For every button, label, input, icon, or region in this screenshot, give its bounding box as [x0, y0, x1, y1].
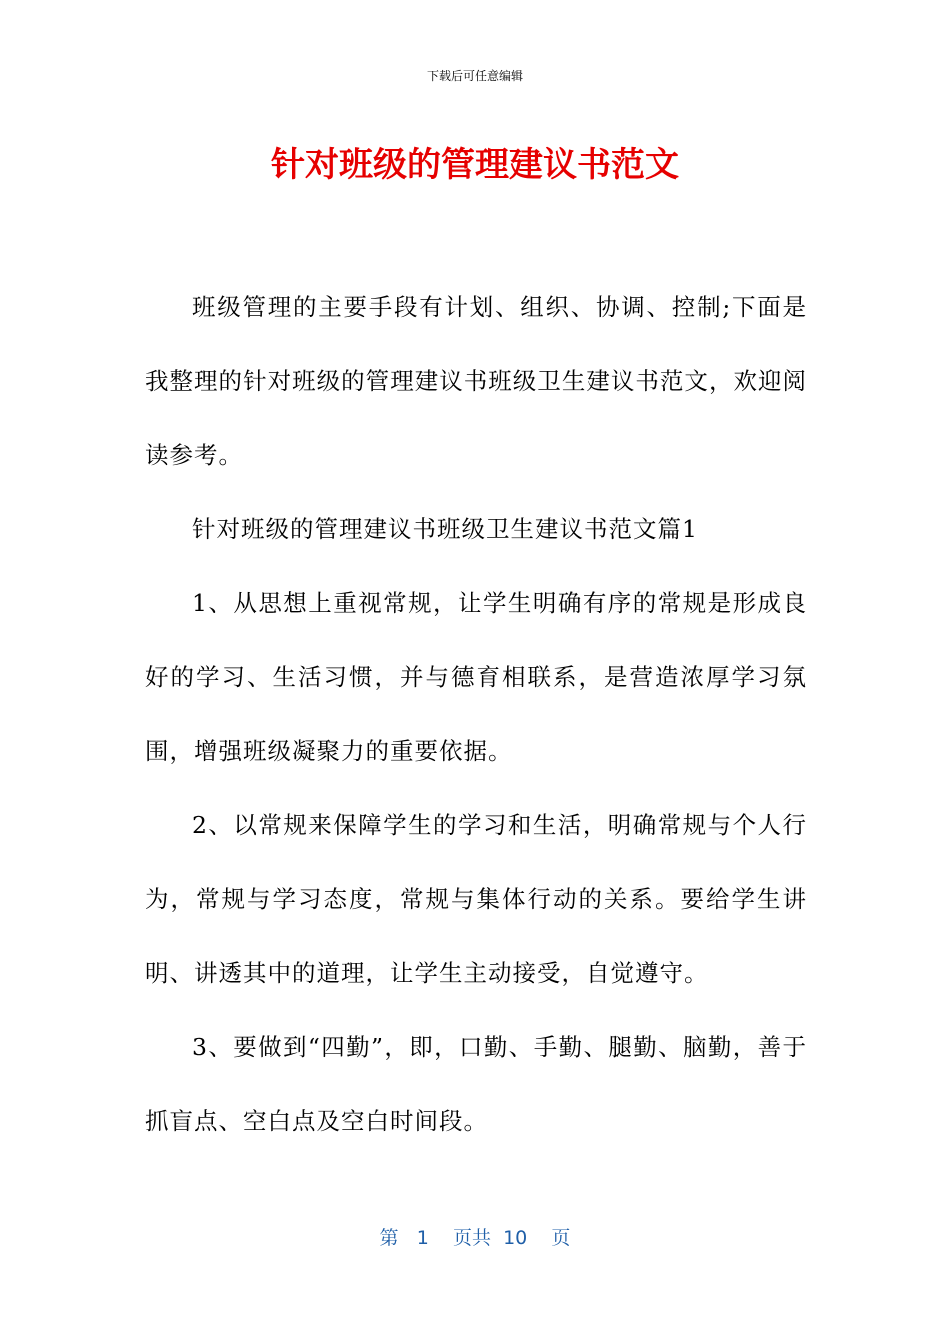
paragraph-item-1: 1、从思想上重视常规，让学生明确有序的常规是形成良好的学习、生活习惯，并与德育相联系，是营造浓厚学习氛围，增强班级凝聚力的重要依据。	[145, 589, 807, 765]
footer-total-pages: 10	[503, 1227, 528, 1249]
footer-prefix: 第	[379, 1227, 399, 1249]
paragraph-section-heading: 针对班级的管理建议书班级卫生建议书范文篇1	[192, 515, 698, 543]
document-title: 针对班级的管理建议书范文	[271, 145, 679, 185]
header-note: 下载后可任意编辑	[426, 69, 523, 83]
paragraph-item-3: 3、要做到“四勤”，即，口勤、手勤、腿勤、脑勤，善于抓盲点、空白点及空白时间段。	[145, 1033, 807, 1135]
paragraph-intro: 班级管理的主要手段有计划、组织、协调、控制;下面是我整理的针对班级的管理建议书班级卫生建议书范文，欢迎阅读参考。	[145, 293, 807, 469]
page-footer	[0, 1225, 950, 1251]
footer-suffix: 页	[551, 1227, 571, 1249]
footer-current-page: 1	[416, 1227, 429, 1249]
paragraph-item-2: 2、以常规来保障学生的学习和生活，明确常规与个人行为，常规与学习态度，常规与集体行动的关系。要给学生讲明、讲透其中的道理，让学生主动接受，自觉遵守。	[145, 811, 807, 987]
footer-middle: 页共	[452, 1227, 491, 1249]
document-body	[145, 270, 807, 1158]
